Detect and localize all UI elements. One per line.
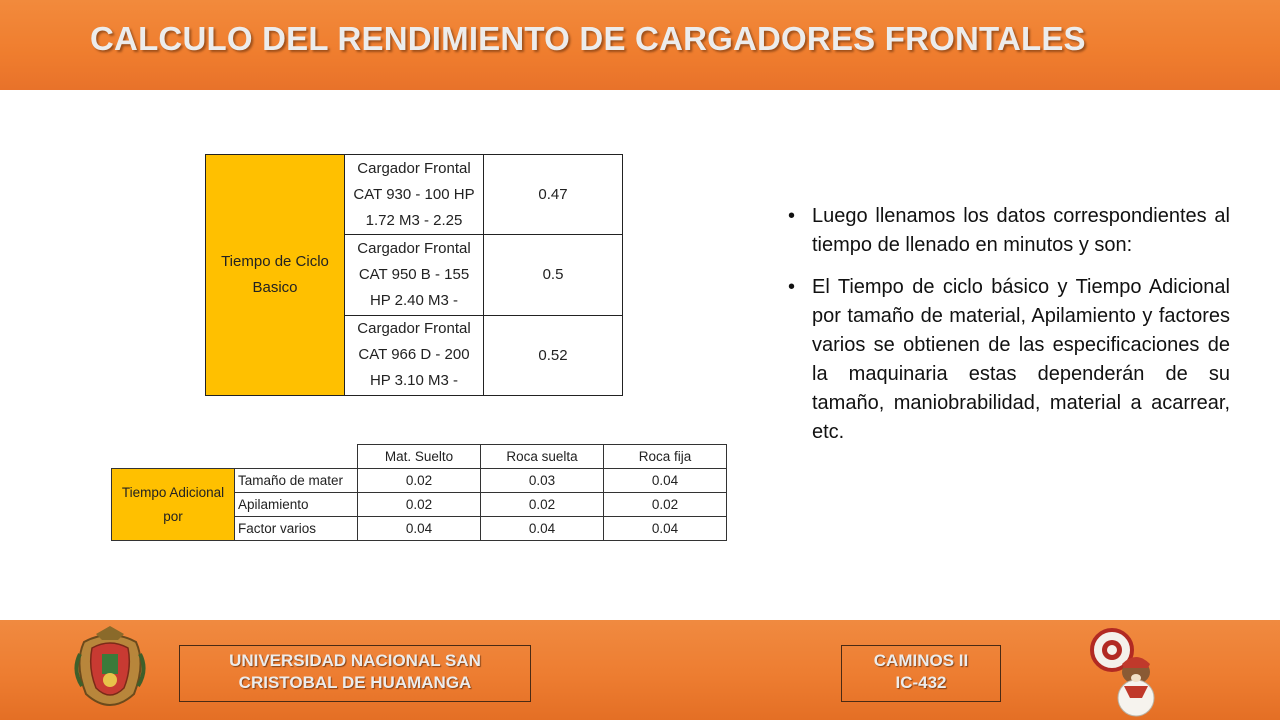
bullet-item: • El Tiempo de ciclo básico y Tiempo Adicional por tamaño de material, Apilamiento y factores varios se obtienen de las especificaciones de la maquinaria estas dependerán de su tamaño, maniobrabilidad, material a acarrear, etc. xyxy=(788,273,1230,447)
cycle-time-table xyxy=(205,154,623,396)
header-bar xyxy=(0,0,1280,90)
cycle-time-value: 0.47 xyxy=(484,155,623,235)
table-row xyxy=(112,469,727,493)
table-header-row xyxy=(112,445,727,469)
table-cell: 0.04 xyxy=(481,517,604,541)
course-box: CAMINOS II IC-432 xyxy=(841,645,1001,702)
university-crest-icon xyxy=(74,624,146,714)
additional-time-table xyxy=(111,444,727,541)
table-cell: 0.02 xyxy=(604,493,727,517)
slide-title: CALCULO DEL RENDIMIENTO DE CARGADORES FRONTALES xyxy=(90,20,1086,57)
additional-time-label: Tiempo Adicional por xyxy=(112,469,235,541)
table-cell: 0.02 xyxy=(481,493,604,517)
loader-model-cell: Cargador Frontal CAT 950 B - 155 HP 2.40 M3 - xyxy=(345,235,484,315)
table-row xyxy=(206,155,623,235)
bullet-list xyxy=(788,202,1230,460)
cycle-time-value: 0.52 xyxy=(484,315,623,395)
column-header: Roca suelta xyxy=(481,445,604,469)
row-header: Apilamiento xyxy=(235,493,358,517)
table-cell: 0.04 xyxy=(604,469,727,493)
cycle-time-value: 0.5 xyxy=(484,235,623,315)
table-cell: 0.04 xyxy=(358,517,481,541)
table-cell: 0.02 xyxy=(358,469,481,493)
table-cell: 0.03 xyxy=(481,469,604,493)
table-cell: 0.04 xyxy=(604,517,727,541)
table-cell: 0.02 xyxy=(358,493,481,517)
loader-model-cell: Cargador Frontal CAT 930 - 100 HP 1.72 M3 - 2.25 xyxy=(345,155,484,235)
column-header: Roca fija xyxy=(604,445,727,469)
loader-model-cell: Cargador Frontal CAT 966 D - 200 HP 3.10 M3 - xyxy=(345,315,484,395)
row-header: Tamaño de mater xyxy=(235,469,358,493)
row-header: Factor varios xyxy=(235,517,358,541)
university-name-box: UNIVERSIDAD NACIONAL SAN CRISTOBAL DE HUAMANGA xyxy=(179,645,531,702)
bullet-item: • Luego llenamos los datos correspondientes al tiempo de llenado en minutos y son: xyxy=(788,202,1230,260)
cycle-time-label: Tiempo de Ciclo Basico xyxy=(206,155,345,396)
footer-bar xyxy=(0,620,1280,720)
column-header: Mat. Suelto xyxy=(358,445,481,469)
faculty-mascot-icon xyxy=(1090,620,1162,718)
